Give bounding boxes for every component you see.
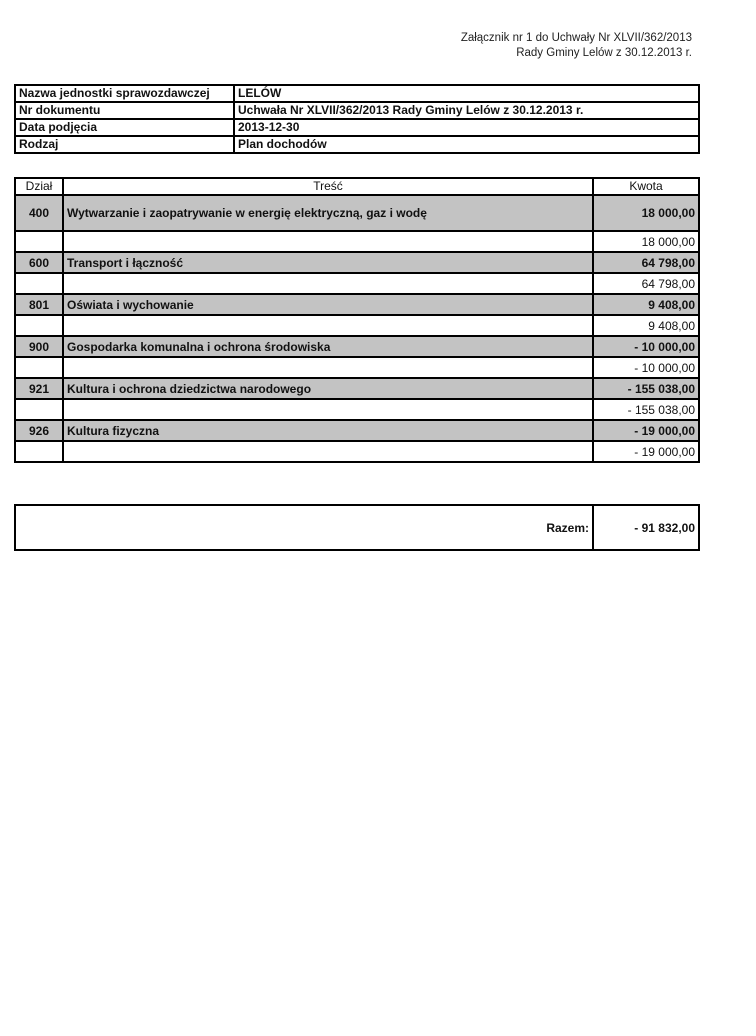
info-label: Nazwa jednostki sprawozdawczej bbox=[15, 85, 234, 102]
section-dzial: 600 bbox=[15, 252, 63, 273]
table-row-section bbox=[15, 252, 699, 273]
section-dzial: 900 bbox=[15, 336, 63, 357]
info-row-unit-name bbox=[15, 85, 699, 102]
table-row-subtotal bbox=[15, 399, 699, 420]
subtotal-kwota: - 19 000,00 bbox=[593, 441, 699, 462]
info-label: Data podjęcia bbox=[15, 119, 234, 136]
table-row-subtotal bbox=[15, 315, 699, 336]
section-dzial: 926 bbox=[15, 420, 63, 441]
subtotal-dzial bbox=[15, 357, 63, 378]
subtotal-kwota: 18 000,00 bbox=[593, 231, 699, 252]
table-row-section bbox=[15, 420, 699, 441]
subtotal-dzial bbox=[15, 441, 63, 462]
section-dzial: 400 bbox=[15, 195, 63, 231]
subtotal-dzial bbox=[15, 273, 63, 294]
table-header-row bbox=[15, 178, 699, 195]
subtotal-tresc bbox=[63, 273, 593, 294]
table-row-section bbox=[15, 336, 699, 357]
subtotal-kwota: - 10 000,00 bbox=[593, 357, 699, 378]
table-row-subtotal bbox=[15, 231, 699, 252]
subtotal-kwota: 64 798,00 bbox=[593, 273, 699, 294]
section-kwota: 9 408,00 bbox=[593, 294, 699, 315]
table-row-subtotal bbox=[15, 357, 699, 378]
info-row-document-number bbox=[15, 102, 699, 119]
total-value: - 91 832,00 bbox=[593, 505, 699, 550]
document-info-table bbox=[14, 84, 700, 154]
info-label: Rodzaj bbox=[15, 136, 234, 153]
section-tresc: Transport i łączność bbox=[63, 252, 593, 273]
section-kwota: - 155 038,00 bbox=[593, 378, 699, 399]
subtotal-kwota: 9 408,00 bbox=[593, 315, 699, 336]
section-dzial: 801 bbox=[15, 294, 63, 315]
section-dzial: 921 bbox=[15, 378, 63, 399]
info-row-adoption-date bbox=[15, 119, 699, 136]
table-row-section bbox=[15, 378, 699, 399]
income-plan-table bbox=[14, 177, 700, 463]
info-value: Plan dochodów bbox=[234, 136, 699, 153]
column-header-kwota: Kwota bbox=[593, 178, 699, 195]
subtotal-kwota: - 155 038,00 bbox=[593, 399, 699, 420]
total-row bbox=[15, 505, 699, 550]
total-label: Razem: bbox=[15, 505, 593, 550]
table-row-section bbox=[15, 294, 699, 315]
info-value: LELÓW bbox=[234, 85, 699, 102]
table-row-section bbox=[15, 195, 699, 231]
subtotal-dzial bbox=[15, 399, 63, 420]
subtotal-tresc bbox=[63, 357, 593, 378]
section-tresc: Gospodarka komunalna i ochrona środowiska bbox=[63, 336, 593, 357]
section-kwota: - 19 000,00 bbox=[593, 420, 699, 441]
section-kwota: 18 000,00 bbox=[593, 195, 699, 231]
column-header-dzial: Dział bbox=[15, 178, 63, 195]
info-value: Uchwała Nr XLVII/362/2013 Rady Gminy Lelów z 30.12.2013 r. bbox=[234, 102, 699, 119]
section-kwota: 64 798,00 bbox=[593, 252, 699, 273]
info-value: 2013-12-30 bbox=[234, 119, 699, 136]
info-label: Nr dokumentu bbox=[15, 102, 234, 119]
annex-header bbox=[461, 31, 692, 60]
annex-line-2: Rady Gminy Lelów z 30.12.2013 r. bbox=[516, 46, 692, 59]
subtotal-tresc bbox=[63, 315, 593, 336]
subtotal-tresc bbox=[63, 399, 593, 420]
subtotal-tresc bbox=[63, 441, 593, 462]
section-tresc: Kultura fizyczna bbox=[63, 420, 593, 441]
total-table bbox=[14, 504, 700, 551]
section-tresc: Kultura i ochrona dziedzictwa narodowego bbox=[63, 378, 593, 399]
table-row-subtotal bbox=[15, 273, 699, 294]
table-row-subtotal bbox=[15, 441, 699, 462]
column-header-tresc: Treść bbox=[63, 178, 593, 195]
info-row-type bbox=[15, 136, 699, 153]
subtotal-tresc bbox=[63, 231, 593, 252]
section-kwota: - 10 000,00 bbox=[593, 336, 699, 357]
subtotal-dzial bbox=[15, 231, 63, 252]
subtotal-dzial bbox=[15, 315, 63, 336]
annex-line-1: Załącznik nr 1 do Uchwały Nr XLVII/362/2013 bbox=[460, 32, 692, 44]
section-tresc: Oświata i wychowanie bbox=[63, 294, 593, 315]
section-tresc: Wytwarzanie i zaopatrywanie w energię elektryczną, gaz i wodę bbox=[63, 195, 593, 231]
